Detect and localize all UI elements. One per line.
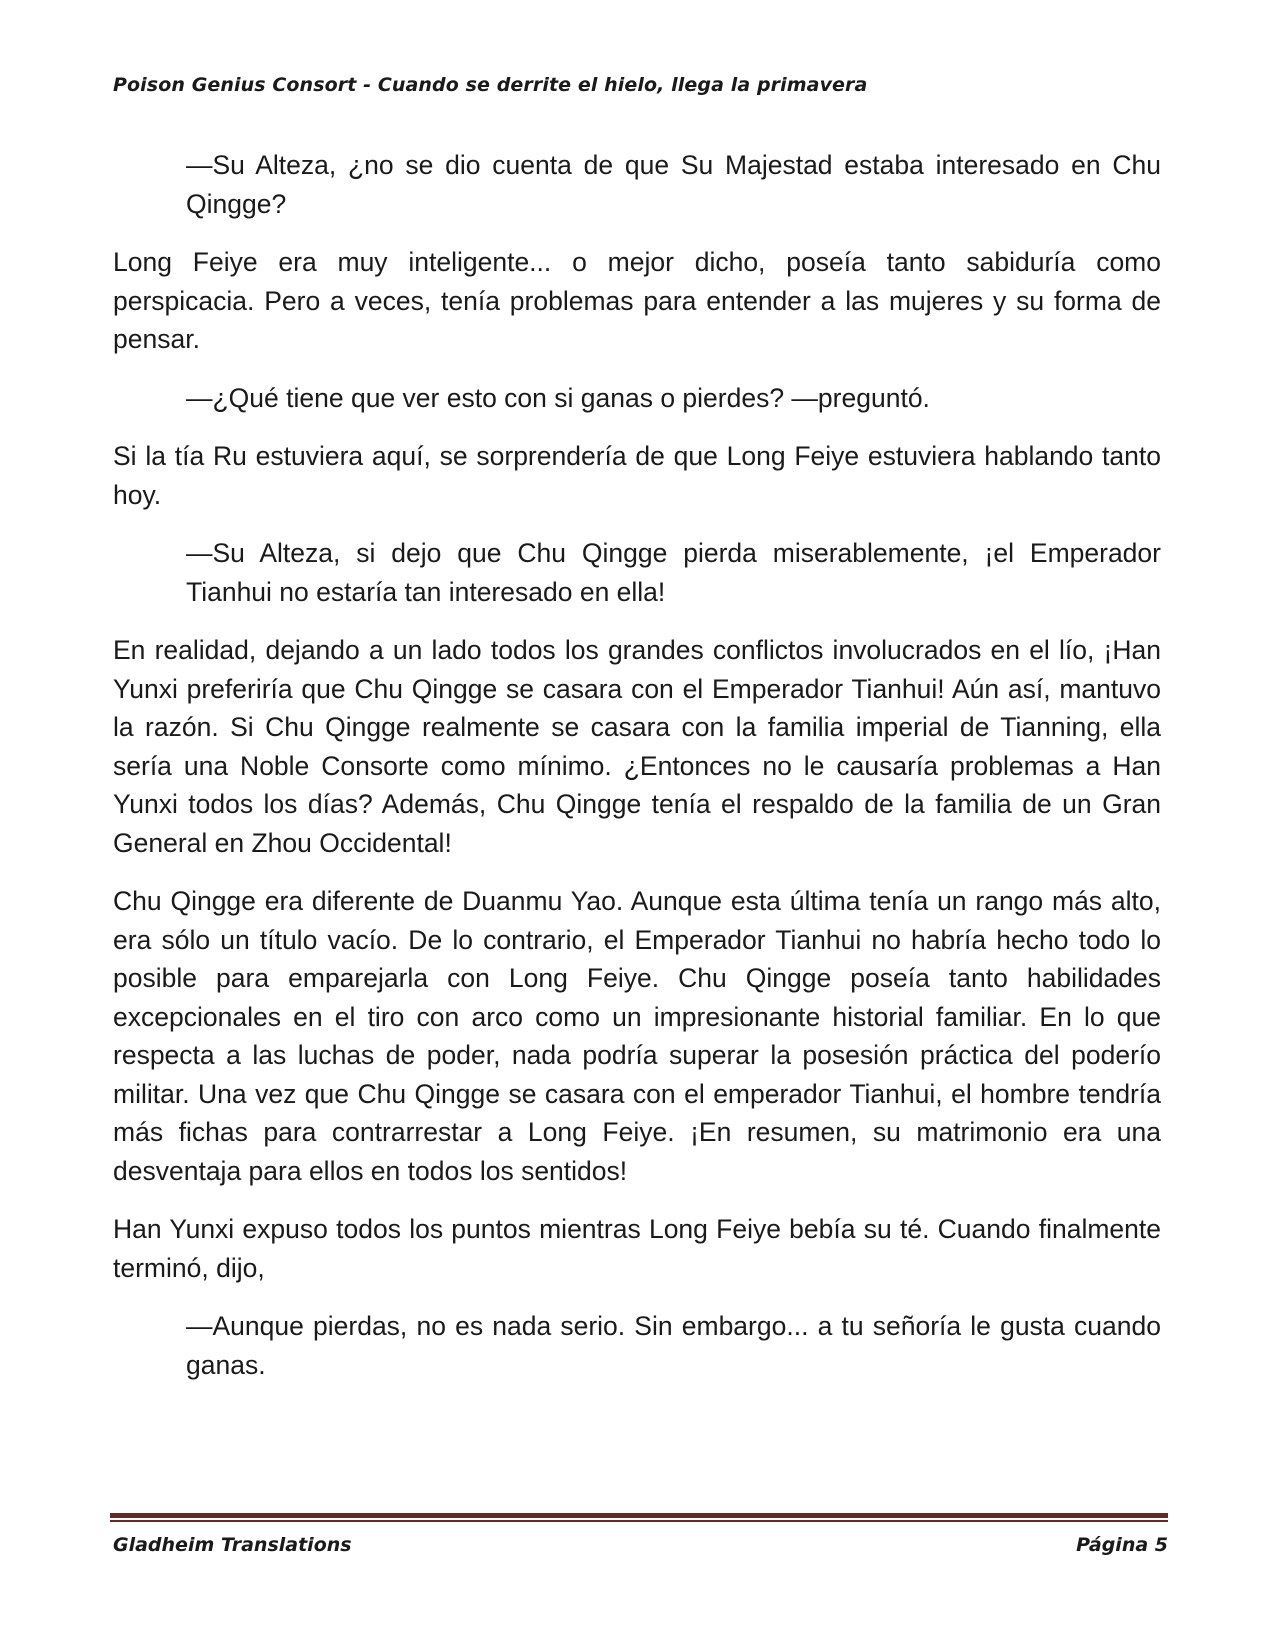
narration-paragraph: Chu Qingge era diferente de Duanmu Yao. Aunque esta última tenía un rango más alto, era sólo un título vacío. De lo contrario, el Emperador Tianhui no habría hecho todo lo posible para emparejarla con Long Feiye. Chu Qingge poseía tanto habilidades excepcionales en el tiro con arco como un impresionante historial familiar. En lo que respecta a las luchas de poder, nada podría superar la posesión práctica del poderío militar. Una vez que Chu Qingge se casara con el emperador Tianhui, el hombre tendría más fichas para contrarrestar a Long Feiye. ¡En resumen, su matrimonio era una desventaja para ellos en todos los sentidos! [113, 886, 1161, 1186]
dialogue-paragraph: —Su Alteza, ¿no se dio cuenta de que Su Majestad estaba interesado en Chu Qingge? [186, 150, 1161, 219]
document-body [113, 146, 1161, 1404]
footer-divider [110, 1513, 1168, 1522]
footer-publisher: Gladheim Translations [113, 1534, 352, 1556]
dialogue-paragraph: —¿Qué tiene que ver esto con si ganas o pierdes? —preguntó. [186, 382, 930, 413]
narration-paragraph: Long Feiye era muy inteligente... o mejor dicho, poseía tanto sabiduría como perspicacia. Pero a veces, tenía problemas para entender a las mujeres y su forma de pensar. [113, 247, 1161, 354]
narration-paragraph: Si la tía Ru estuviera aquí, se sorprendería de que Long Feiye estuviera hablando tanto hoy. [113, 441, 1161, 510]
page-footer [113, 1534, 1168, 1556]
page-header: Poison Genius Consort - Cuando se derrite el hielo, llega la primavera [113, 74, 868, 96]
narration-paragraph: Han Yunxi expuso todos los puntos mientras Long Feiye bebía su té. Cuando finalmente terminó, dijo, [113, 1214, 1161, 1283]
narration-paragraph: En realidad, dejando a un lado todos los grandes conflictos involucrados en el lío, ¡Han Yunxi preferiría que Chu Qingge se casara con el Emperador Tianhui! Aún así, mantuvo la razón. Si Chu Qingge realmente se casara con la familia imperial de Tianning, ella sería una Noble Consorte como mínimo. ¿Entonces no le causaría problemas a Han Yunxi todos los días? Además, Chu Qingge tenía el respaldo de la familia de un Gran General en Zhou Occidental! [113, 635, 1161, 858]
dialogue-paragraph: —Aunque pierdas, no es nada serio. Sin embargo... a tu señoría le gusta cuando ganas. [186, 1311, 1161, 1380]
page-number: Página 5 [1076, 1534, 1168, 1556]
dialogue-paragraph: —Su Alteza, si dejo que Chu Qingge pierda miserablemente, ¡el Emperador Tianhui no estaría tan interesado en ella! [186, 538, 1161, 607]
